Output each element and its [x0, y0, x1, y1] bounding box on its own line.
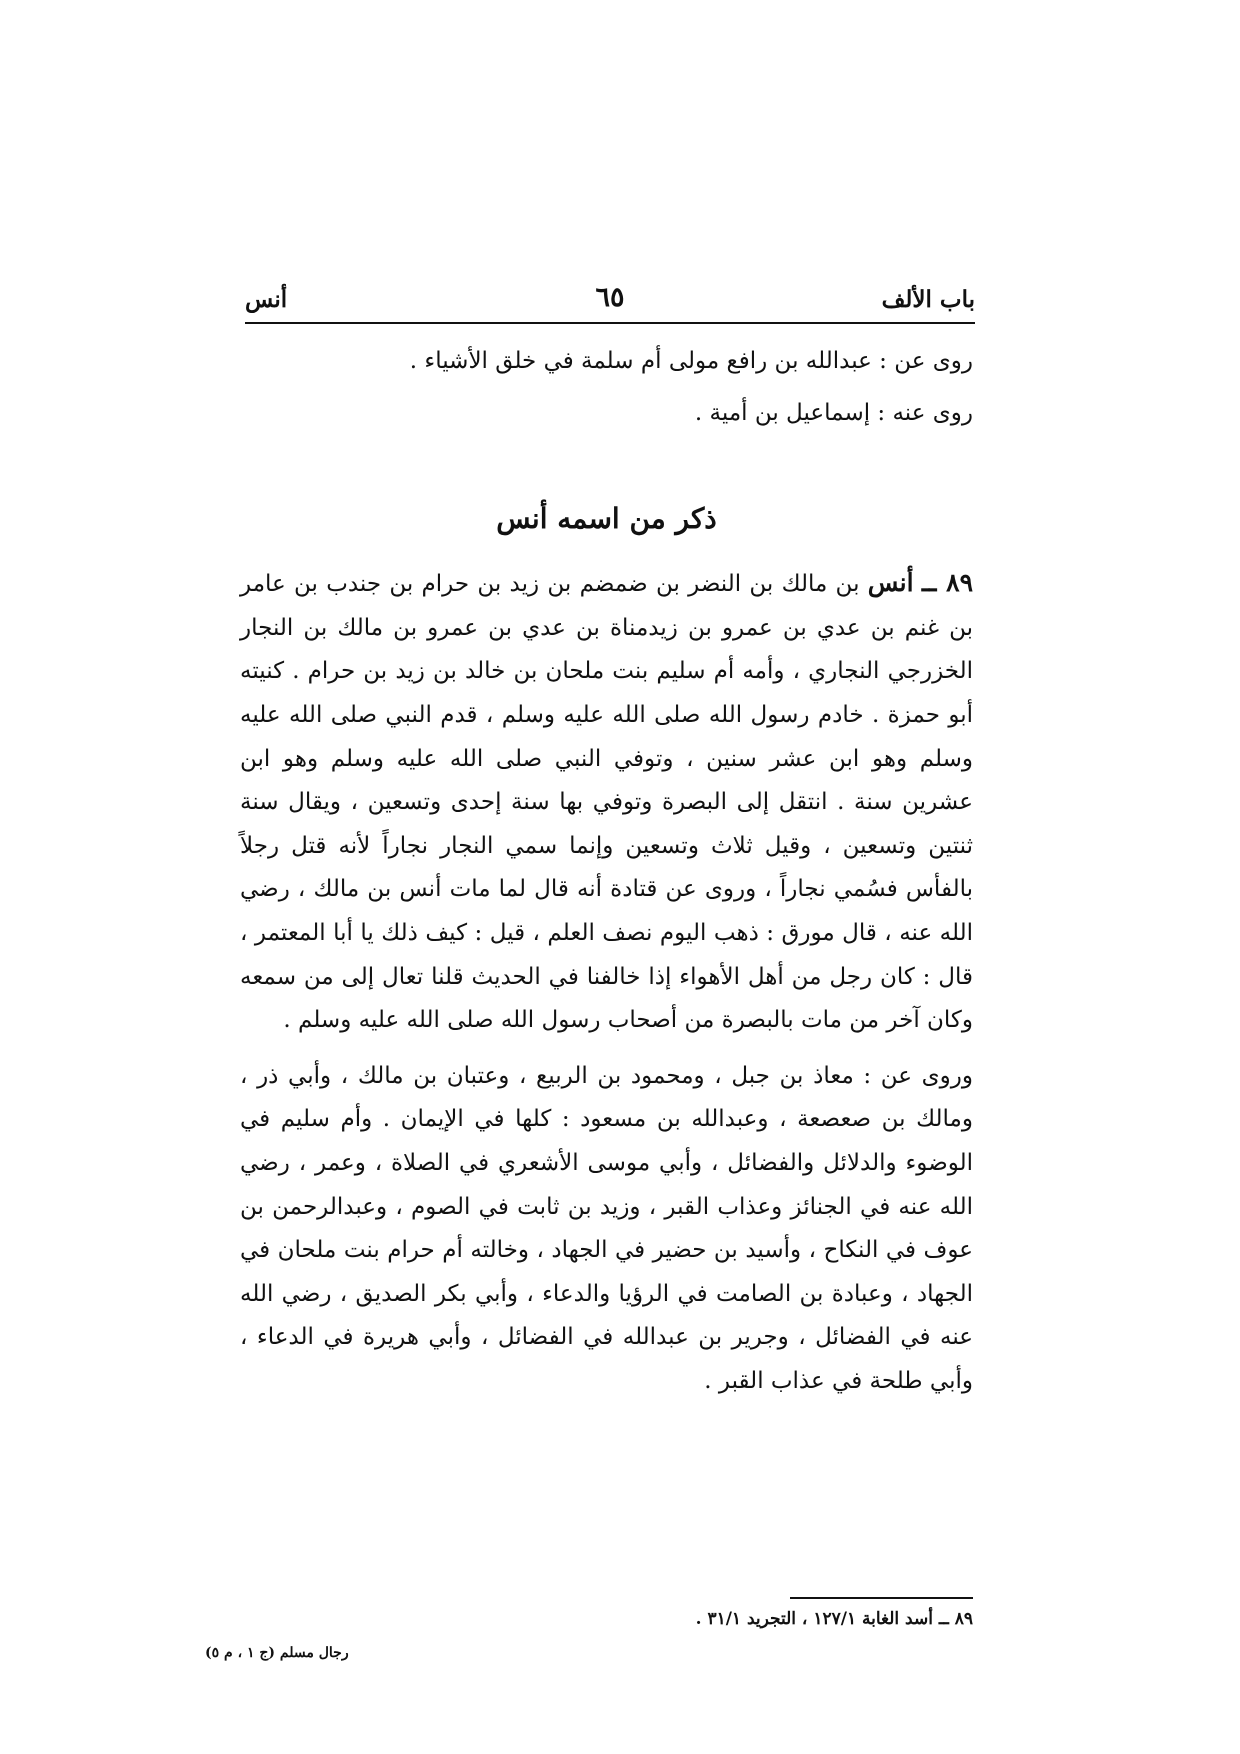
page-body	[240, 340, 973, 1403]
running-head: أنس	[245, 286, 288, 313]
footnote: ٨٩ ــ أسد الغابة ١٢٧/١ ، التجريد ٣١/١ .	[695, 1609, 973, 1629]
printer-signature: رجال مسلم (ج ١ ، م ٥)	[205, 1645, 349, 1661]
page-header	[245, 278, 975, 322]
page-number: ٦٥	[595, 282, 625, 313]
chapter-title: باب الألف	[881, 286, 975, 313]
footnote-rule	[790, 1597, 973, 1599]
entry-narrations: وروى عن : معاذ بن جبل ، ومحمود بن الربيع ، وعتبان بن مالك ، وأبي ذر ، ومالك بن صعصعة ، وعبدالله بن مسعود : كلها في الإيمان . وأم سليم في الوضوء والدلائل والفضائل ، وأبي موسى الأشعري في الصلاة ، وعمر ، رضي الله عنه في الجنائز وعذاب القبر ، وزيد بن ثابت في الصوم ، وعبدالرحمن بن عوف في النكاح ، وأسيد بن حضير في الجهاد ، وخالته أم حرام بنت ملحان في الجهاد ، وعبادة بن الصامت في الرؤيا والدعاء ، وأبي بكر الصديق ، رضي الله عنه في الفضائل ، وجرير بن عبدالله في الفضائل ، وأبي هريرة في الدعاء ، وأبي طلحة في عذاب القبر .	[240, 1062, 973, 1394]
entry-biography-text: بن مالك بن النضر بن ضمضم بن زيد بن حرام بن جندب بن عامر بن غنم بن عدي بن عمرو بن زيدمناة بن عدي بن عمرو بن مالك بن النجار الخزرجي النجاري ، وأمه أم سليم بنت ملحان بن خالد بن زيد بن حرام . كنيته أبو حمزة . خادم رسول الله صلى الله عليه وسلم ، قدم النبي صلى الله عليه وسلم وهو ابن عشر سنين ، وتوفي النبي صلى الله عليه وسلم وهو ابن عشرين سنة . انتقل إلى البصرة وتوفي بها سنة إحدى وتسعين ، ويقال سنة ثنتين وتسعين ، وقيل ثلاث وتسعين وإنما سمي النجار نجاراً لأنه قتل رجلاً بالفأس فسُمي نجاراً ، وروى عن قتادة أنه قال لما مات أنس بن مالك ، رضي الله عنه ، قال مورق : ذهب اليوم نصف العلم ، قيل : كيف ذلك يا أبا المعتمر ، قال : كان رجل من أهل الأهواء إذا خالفنا في الحديث قلنا تعال إلى من سمعه وكان آخر من مات بالبصرة من أصحاب رسول الله صلى الله عليه وسلم .	[240, 571, 974, 1034]
narrated-by-line: روى عنه : إسماعيل بن أمية .	[694, 399, 973, 426]
entry-biography	[240, 561, 973, 1043]
entry-name: أنس	[867, 568, 914, 598]
section-heading: ذكر من اسمه أنس	[496, 502, 717, 536]
header-rule	[245, 322, 975, 324]
narrated-from-line: روى عن : عبدالله بن رافع مولى أم سلمة في خلق الأشياء .	[409, 348, 973, 374]
entry-number: ٨٩ ــ	[921, 568, 974, 598]
